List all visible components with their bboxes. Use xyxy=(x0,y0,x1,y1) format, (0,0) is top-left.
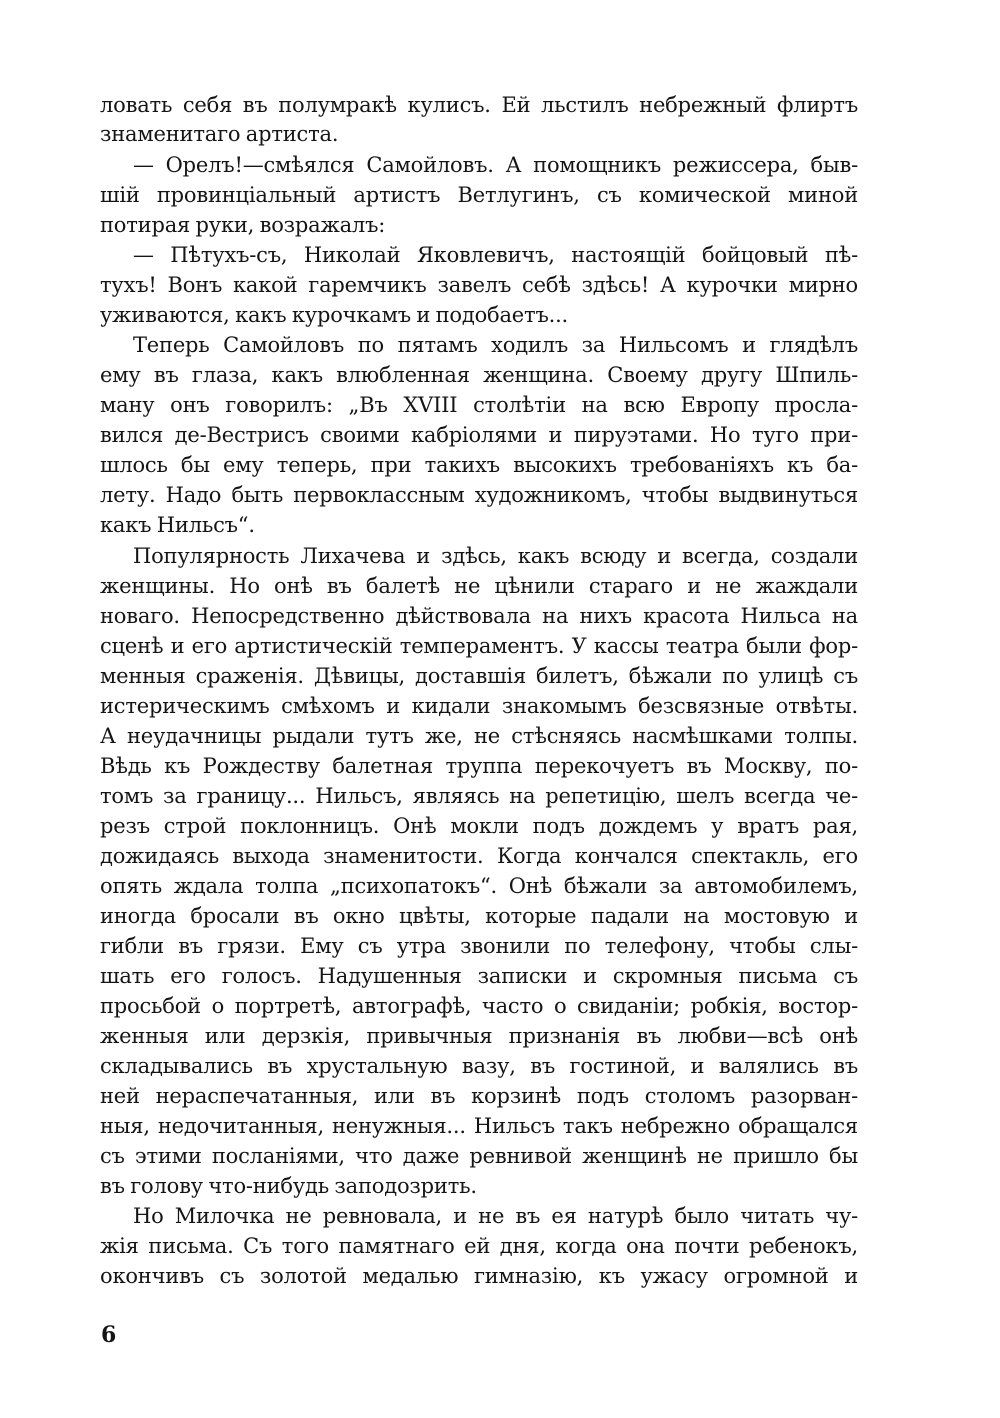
text-line: иногда бросали въ окно цвѣты, которые падали на мостовую и xyxy=(100,904,858,928)
text-line: Популярность Лихачева и здѣсь, какъ всюду и всегда, создали xyxy=(133,544,858,568)
text-line: Но Милочка не ревновала, и не въ ея натурѣ было читать чу- xyxy=(133,1204,858,1228)
text-line: А неудачницы рыдали тутъ же, не стѣсняясь насмѣшками толпы. xyxy=(100,724,858,748)
text-line: просьбой о портретѣ, автографѣ, часто о свиданіи; робкія, востор- xyxy=(100,994,858,1018)
text-line: шлось бы ему теперь, при такихъ высокихъ требованіяхъ къ ба- xyxy=(100,453,858,477)
text-line: резъ строй поклонницъ. Онѣ мокли подъ дождемъ у вратъ рая, xyxy=(100,814,858,838)
text-line: ныя, недочитанныя, ненужныя... Нильсъ такъ небрежно обращался xyxy=(100,1114,858,1138)
text-line: истерическимъ смѣхомъ и кидали знакомымъ безсвязные отвѣты. xyxy=(100,694,858,718)
text-line: шать его голосъ. Надушенныя записки и скромныя письма съ xyxy=(100,964,858,988)
text-line: дожидаясь выхода знаменитости. Когда кончался спектакль, его xyxy=(100,844,858,868)
text-line: Теперь Самойловъ по пятамъ ходилъ за Нильсомъ и глядѣлъ xyxy=(133,333,858,357)
text-line: томъ за границу... Нильсъ, являясь на репетицію, шелъ всегда че- xyxy=(100,784,858,808)
text-line: лету. Надо быть первоклассным художникомъ, чтобы выдвинуться xyxy=(100,483,858,507)
text-line: уживаются, какъ курочкамъ и подобаетъ... xyxy=(100,303,569,327)
text-line: опять ждала толпа „психопатокъ“. Онѣ бѣжали за автомобилемъ, xyxy=(100,874,858,898)
text-line: складывались въ хрустальную вазу, въ гостиной, и валялись въ xyxy=(100,1054,858,1078)
text-line: сценѣ и его артистическій темпераментъ. У кассы театра были фор- xyxy=(100,634,858,658)
text-line: менныя сраженія. Дѣвицы, доставшія билетъ, бѣжали по улицѣ съ xyxy=(100,664,858,688)
text-line: вился де-Вестрисъ своими кабріолями и пируэтами. Но туго при- xyxy=(100,423,858,447)
page-number: 6 xyxy=(101,1322,117,1348)
text-line: — Орелъ!—смѣялся Самойловъ. А помощникъ режиссера, быв- xyxy=(133,153,858,177)
text-line: окончивъ съ золотой медалью гимназію, къ ужасу огромной и xyxy=(100,1264,858,1288)
text-line: знаменитаго артиста. xyxy=(100,122,339,146)
text-line: ней нераспечатанныя, или въ корзинѣ подъ столомъ разорван- xyxy=(100,1084,858,1108)
text-line: женныя или дерзкія, привычныя признанія въ любви—всѣ онѣ xyxy=(100,1024,858,1048)
text-line: какъ Нильсъ“. xyxy=(100,513,255,537)
text-line: гибли въ грязи. Ему съ утра звонили по телефону, чтобы слы- xyxy=(100,934,858,958)
text-line: жія письма. Съ того памятнаго ей дня, когда она почти ребенокъ, xyxy=(100,1234,858,1258)
text-line: ману онъ говорилъ: „Въ XVIII столѣтіи на всю Европу просла- xyxy=(100,393,858,417)
text-line: тухъ! Вонъ какой гаремчикъ завелъ себѣ здѣсь! А курочки мирно xyxy=(100,273,858,297)
text-line: новаго. Непосредственно дѣйствовала на нихъ красота Нильса на xyxy=(100,604,858,628)
text-line: шій провинціальный артистъ Ветлугинъ, съ комической миной xyxy=(100,183,858,207)
text-line: ему въ глаза, какъ влюбленная женщина. Своему другу Шпиль- xyxy=(100,363,858,387)
text-line: потирая руки, возражалъ: xyxy=(100,213,386,237)
text-line: женщины. Но онѣ въ балетѣ не цѣнили стараго и не жаждали xyxy=(100,574,858,598)
text-line: съ этими посланіями, что даже ревнивой женщинѣ не пришло бы xyxy=(100,1144,858,1168)
text-line: ловать себя въ полумракѣ кулисъ. Ей льстилъ небрежный флиртъ xyxy=(100,93,858,117)
text-line: въ голову что-нибудь заподозрить. xyxy=(100,1174,477,1198)
text-line: Вѣдь къ Рождеству балетная труппа перекочуетъ въ Москву, по- xyxy=(100,754,858,778)
text-line: — Пѣтухъ-съ, Николай Яковлевичъ, настоящій бойцовый пѣ- xyxy=(133,243,858,267)
